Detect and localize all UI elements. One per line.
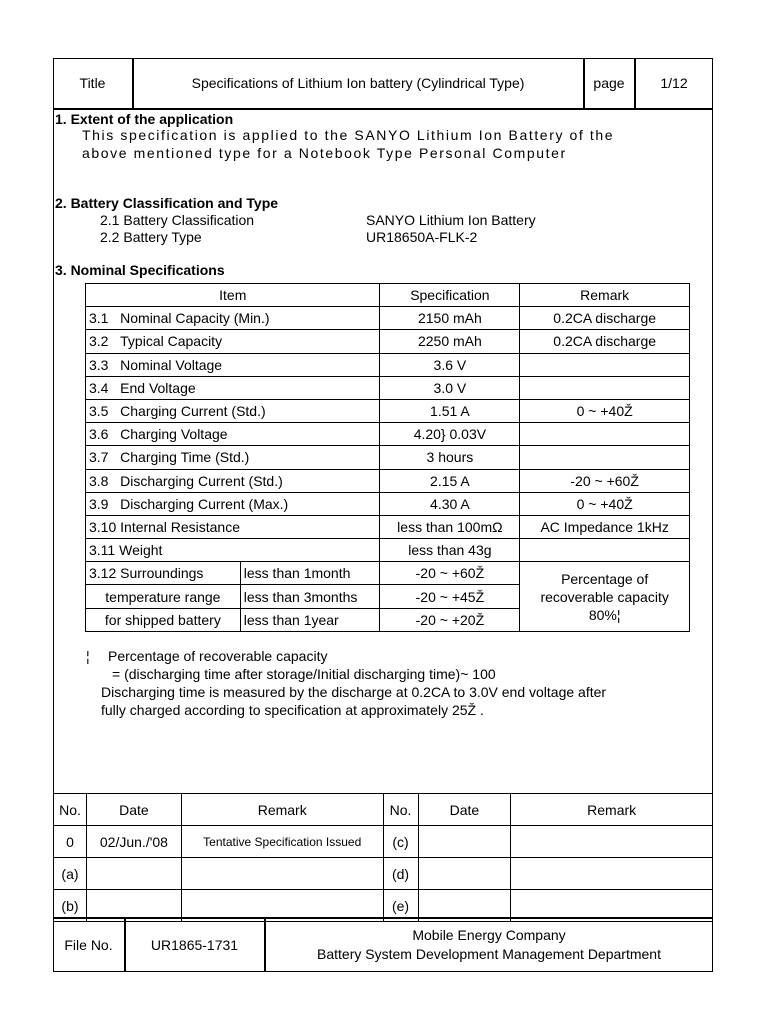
rev-no-2: (e)	[383, 890, 418, 922]
column-header-specification: Specification	[380, 284, 520, 307]
revision-header-row	[54, 794, 713, 826]
nominal-specifications-table	[85, 283, 690, 632]
section1-line2: above mentioned type for a Notebook Type Personal Computer	[82, 145, 567, 161]
spec-item-label: Typical Capacity	[120, 333, 223, 350]
file-no-label: File No.	[64, 936, 113, 953]
note-line1: Percentage of recoverable capacity	[108, 648, 328, 664]
page-label: page	[593, 75, 625, 91]
table-header-row	[86, 284, 690, 307]
revision-row	[54, 826, 713, 858]
note-mark: ¦	[86, 648, 90, 664]
surroundings-remark-line3: 80%¦	[588, 606, 621, 623]
surroundings-label-3: for shipped battery	[86, 608, 241, 631]
spec-item	[86, 399, 380, 422]
spec-item-label: Internal Resistance	[120, 518, 240, 535]
spec-item	[86, 515, 380, 538]
rev-no-2: (d)	[383, 858, 418, 890]
rev-header-remark-2: Remark	[511, 794, 713, 826]
spec-no: 3.5	[89, 403, 109, 420]
spec-remark	[520, 353, 690, 376]
document-title: Specifications of Lithium Ion battery (Cylindrical Type)	[191, 75, 525, 91]
spec-remark: 0.2CA discharge	[520, 307, 690, 330]
spec-item-label: Charging Current (Std.)	[120, 403, 266, 420]
company-name-text: Mobile Energy Company	[412, 927, 566, 943]
rev-header-date-2: Date	[418, 794, 511, 826]
table-row	[86, 446, 690, 469]
spec-item-label: End Voltage	[120, 379, 196, 396]
rev-date: 02/Jun./'08	[86, 826, 181, 858]
section2-heading: 2. Battery Classification and Type	[55, 195, 279, 211]
table-row	[86, 469, 690, 492]
battery-classification-value: SANYO Lithium Ion Battery	[366, 212, 536, 228]
section1-line1: This specification is applied to the SANYO Lithium Ion Battery of the	[82, 127, 615, 143]
spec-value: 1.51 A	[380, 399, 520, 422]
rev-remark-2	[511, 826, 713, 858]
spec-no: 3.4	[89, 379, 109, 396]
surroundings-period-2: less than 3months	[240, 585, 380, 608]
spec-item-label: Charging Voltage	[120, 426, 228, 443]
note-line2: = (discharging time after storage/Initial discharging time)~ 100	[112, 666, 496, 682]
spec-item	[86, 376, 380, 399]
spec-item	[86, 539, 380, 562]
spec-remark	[520, 446, 690, 469]
section1-heading: 1. Extent of the application	[55, 111, 234, 127]
file-no-value: UR1865-1731	[150, 936, 239, 953]
spec-value: less than 100mΩ	[380, 515, 520, 538]
spec-value: 4.30 A	[380, 492, 520, 515]
rev-remark-2	[511, 858, 713, 890]
spec-remark: AC Impedance 1kHz	[520, 515, 690, 538]
table-row	[86, 515, 690, 538]
rev-header-no-2: No.	[383, 794, 418, 826]
rev-date	[86, 858, 181, 890]
battery-type-value: UR18650A-FLK-2	[366, 229, 478, 245]
rev-header-no: No.	[54, 794, 87, 826]
rev-remark	[181, 858, 383, 890]
spec-no: 3.11	[89, 542, 116, 559]
table-row	[86, 423, 690, 446]
spec-item	[86, 353, 380, 376]
spec-no: 3.7	[89, 449, 109, 466]
surroundings-period-3: less than 1year	[240, 608, 380, 631]
rev-date-2	[418, 858, 511, 890]
note-line4: fully charged according to specification at approximately 25Ž .	[101, 702, 484, 718]
spec-value: 3 hours	[380, 446, 520, 469]
spec-value: 2.15 A	[380, 469, 520, 492]
surroundings-period-1: less than 1month	[240, 562, 380, 585]
spec-item	[86, 446, 380, 469]
column-header-remark: Remark	[520, 284, 690, 307]
note-line3: Discharging time is measured by the discharge at 0.2CA to 3.0V end voltage after	[101, 684, 607, 700]
spec-no: 3.2	[89, 333, 109, 350]
spec-no: 3.3	[89, 356, 109, 373]
spec-no: 3.8	[89, 472, 109, 489]
spec-no: 3.9	[89, 495, 109, 512]
department-name: Battery System Development Management Department	[317, 946, 661, 962]
rev-no: (a)	[54, 858, 87, 890]
rev-no-2: (c)	[383, 826, 418, 858]
column-header-item: Item	[86, 284, 380, 307]
spec-remark: 0 ~ +40Ž	[520, 399, 690, 422]
spec-item	[86, 330, 380, 353]
spec-item	[86, 423, 380, 446]
spec-item-label: Weight	[119, 542, 163, 559]
spec-no: 3.6	[89, 426, 109, 443]
rev-header-date: Date	[86, 794, 181, 826]
spec-item-label: Discharging Current (Max.)	[120, 495, 289, 512]
spec-no: 3.1	[89, 310, 109, 327]
table-row	[86, 376, 690, 399]
spec-remark: -20 ~ +60Ž	[520, 469, 690, 492]
spec-remark	[520, 423, 690, 446]
table-row	[86, 353, 690, 376]
surroundings-label-1: 3.12 Surroundings	[86, 562, 241, 585]
spec-item	[86, 469, 380, 492]
spec-item-label: Nominal Capacity (Min.)	[120, 310, 270, 327]
spec-item-label: Discharging Current (Std.)	[120, 472, 283, 489]
spec-remark: 0 ~ +40Ž	[520, 492, 690, 515]
rev-no: 0	[54, 826, 87, 858]
title-label: Title	[79, 75, 106, 91]
surroundings-remark-line1: Percentage of	[561, 570, 649, 587]
spec-value: 3.6 V	[380, 353, 520, 376]
spec-value: 2150 mAh	[380, 307, 520, 330]
rev-remark: Tentative Specification Issued	[181, 826, 383, 858]
table-row	[86, 539, 690, 562]
revision-table	[53, 793, 713, 922]
table-row	[86, 307, 690, 330]
surroundings-remark-line2: recoverable capacity	[540, 588, 669, 605]
spec-item	[86, 307, 380, 330]
surroundings-remark	[520, 562, 690, 632]
table-row	[86, 399, 690, 422]
spec-value: 4.20} 0.03V	[380, 423, 520, 446]
spec-no: 3.10	[89, 518, 117, 535]
surroundings-temp-2: -20 ~ +45Ž	[380, 585, 520, 608]
surroundings-label-2: temperature range	[86, 585, 241, 608]
section3-heading: 3. Nominal Specifications	[55, 262, 225, 278]
header-divider	[53, 108, 713, 110]
table-row	[86, 492, 690, 515]
spec-value: 3.0 V	[380, 376, 520, 399]
table-row	[86, 330, 690, 353]
table-row-surroundings	[86, 562, 690, 585]
page-number: 1/12	[660, 75, 688, 91]
spec-item	[86, 492, 380, 515]
battery-classification-label: 2.1 Battery Classification	[100, 212, 255, 228]
revision-row	[54, 858, 713, 890]
spec-item-label: Charging Time (Std.)	[120, 449, 250, 466]
spec-remark: 0.2CA discharge	[520, 330, 690, 353]
spec-remark	[520, 539, 690, 562]
rev-header-remark: Remark	[181, 794, 383, 826]
surroundings-temp-1: -20 ~ +60Ž	[380, 562, 520, 585]
spec-remark	[520, 376, 690, 399]
spec-value: 2250 mAh	[380, 330, 520, 353]
surroundings-temp-3: -20 ~ +20Ž	[380, 608, 520, 631]
rev-date-2	[418, 826, 511, 858]
rev-no: (b)	[54, 890, 87, 922]
spec-value: less than 43g	[380, 539, 520, 562]
spec-item-label: Nominal Voltage	[120, 356, 223, 373]
battery-type-label: 2.2 Battery Type	[100, 229, 202, 245]
